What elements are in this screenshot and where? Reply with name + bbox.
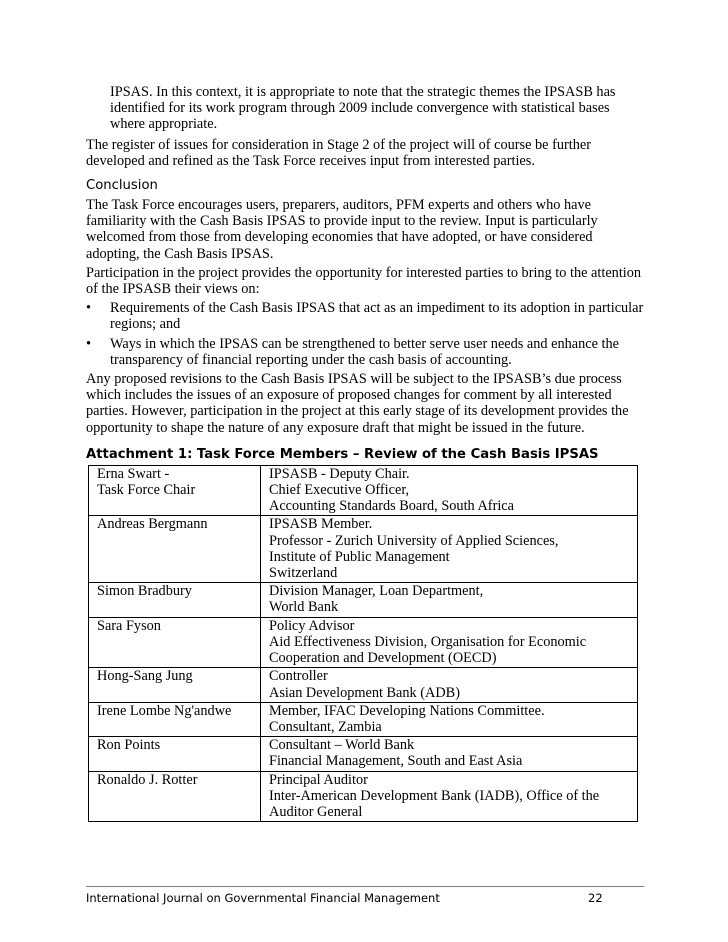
member-name-cell: [89, 583, 261, 617]
member-role-cell: [261, 465, 638, 516]
member-name-line: Hong-Sang Jung: [97, 668, 193, 685]
member-role-line: World Bank: [269, 599, 339, 616]
member-role-line: IPSASB - Deputy Chair.: [269, 465, 410, 482]
member-name-cell: [89, 617, 261, 668]
members-table-body: [89, 465, 638, 821]
member-name-cell: [89, 668, 261, 702]
conclusion-heading: Conclusion: [86, 178, 158, 194]
table-row: [89, 668, 638, 702]
member-role-line: Member, IFAC Developing Nations Committee.: [269, 702, 545, 719]
page-number: 22: [588, 891, 603, 905]
member-name-cell: [89, 516, 261, 583]
bullet-item: [86, 300, 644, 332]
member-role-line: Cooperation and Development (OECD): [269, 650, 497, 667]
member-role-line: Consultant, Zambia: [269, 718, 382, 735]
member-role-cell: [261, 583, 638, 617]
task-force-members-table: [88, 465, 638, 822]
member-name-line: Erna Swart -: [97, 465, 170, 482]
member-role-line: Aid Effectiveness Division, Organisation for Economic: [269, 633, 587, 650]
member-role-cell: [261, 771, 638, 822]
member-role-line: IPSASB Member.: [269, 516, 373, 533]
member-role-line: Principal Auditor: [269, 771, 368, 788]
member-name-cell: [89, 771, 261, 822]
member-role-line: Chief Executive Officer,: [269, 482, 410, 499]
table-row: [89, 465, 638, 516]
member-role-cell: [261, 702, 638, 736]
member-role-line: Inter-American Development Bank (IADB), Office of the: [269, 787, 600, 804]
member-role-line: Accounting Standards Board, South Africa: [269, 498, 514, 515]
bullet-icon: •: [86, 335, 92, 352]
conclusion-paragraph-2: Participation in the project provides the opportunity for interested parties to bring to the attention of the IPSASB their views on:: [86, 264, 642, 298]
member-role-line: Auditor General: [269, 803, 363, 820]
member-role-line: Division Manager, Loan Department,: [269, 583, 484, 600]
table-row: [89, 617, 638, 668]
page-footer: [86, 886, 644, 905]
member-name-line: Simon Bradbury: [97, 583, 192, 600]
attachment-heading: Attachment 1: Task Force Members – Review of the Cash Basis IPSAS: [86, 446, 599, 462]
member-role-line: Asian Development Bank (ADB): [269, 684, 460, 701]
member-name-cell: [89, 702, 261, 736]
member-role-line: Financial Management, South and East Asia: [269, 753, 523, 770]
conclusion-paragraph-1: The Task Force encourages users, preparers, auditors, PFM experts and others who have familiarity with the Cash Basis IPSAS to provide input to the review. Input is particularly welcomed from those from developing economies that have adopted, or have considered adopting, the Cash Basis IPSAS.: [86, 197, 598, 262]
member-role-line: Controller: [269, 668, 328, 685]
member-name-line: Ron Points: [97, 737, 161, 754]
member-role-cell: [261, 617, 638, 668]
member-name-line: Irene Lombe Ng'andwe: [97, 702, 232, 719]
intro-paragraph: The register of issues for consideration in Stage 2 of the project will of course be further developed and refined as the Task Force receives input from interested parties.: [86, 136, 591, 169]
table-row: [89, 771, 638, 822]
member-role-cell: [261, 668, 638, 702]
member-role-line: Professor - Zurich University of Applied Sciences,: [269, 532, 559, 549]
bullet-text: Ways in which the IPSAS can be strengthened to better serve user needs and enhance the transparency of financial reporting under the cash basis of accounting.: [110, 335, 620, 368]
member-role-line: Policy Advisor: [269, 617, 355, 634]
member-role-cell: [261, 737, 638, 771]
member-role-line: Institute of Public Management: [269, 548, 450, 565]
table-row: [89, 702, 638, 736]
member-name-line: Task Force Chair: [97, 482, 196, 499]
document-body: [86, 84, 644, 822]
table-row: [89, 583, 638, 617]
member-name-cell: [89, 465, 261, 516]
member-name-line: Ronaldo J. Rotter: [97, 771, 198, 788]
member-role-line: Consultant – World Bank: [269, 737, 415, 754]
table-row: [89, 737, 638, 771]
footer-journal-title: International Journal on Governmental Financial Management: [86, 891, 440, 905]
conclusion-paragraph-3: Any proposed revisions to the Cash Basis IPSAS will be subject to the IPSASB’s due process which includes the issues of an exposure of proposed changes for comment by all interested parties. However, participation in the project at this early stage of its development provides the opportunity to shape the nature of any exposure draft that might be issued in the future.: [86, 371, 629, 436]
member-name-line: Sara Fyson: [97, 617, 161, 634]
member-role-cell: [261, 516, 638, 583]
table-row: [89, 516, 638, 583]
bullet-item: [86, 336, 644, 368]
member-name-line: Andreas Bergmann: [97, 516, 208, 533]
member-role-line: Switzerland: [269, 565, 338, 582]
bullet-icon: •: [86, 300, 92, 317]
bullet-text: Requirements of the Cash Basis IPSAS that act as an impediment to its adoption in particular regions; and: [110, 300, 644, 333]
member-name-cell: [89, 737, 261, 771]
intro-indented-paragraph: IPSAS. In this context, it is appropriate to note that the strategic themes the IPSASB has identified for its work program through 2009 include convergence with statistical bases where appropriate.: [110, 84, 616, 133]
